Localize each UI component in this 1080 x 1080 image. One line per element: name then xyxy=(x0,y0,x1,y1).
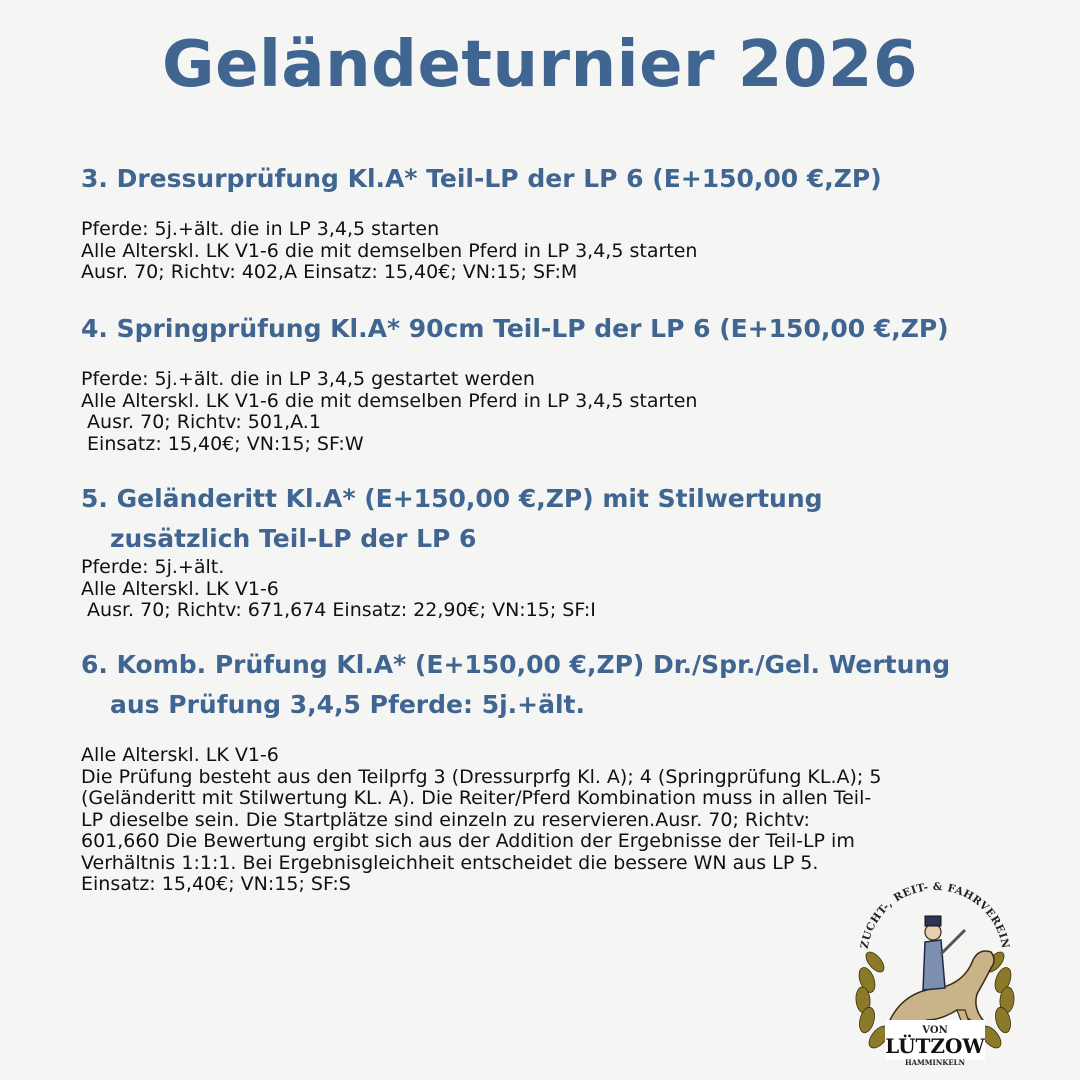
section-6-line: (Geländeritt mit Stilwertung KL. A). Die Reiter/Pferd Kombination muss in allen Teil- xyxy=(81,787,872,809)
section-5-line: Pferde: 5j.+ält. xyxy=(81,556,225,578)
section-3-body xyxy=(81,219,697,284)
section-6-heading-cont: aus Prüfung 3,4,5 Pferde: 5j.+ält. xyxy=(110,690,585,719)
section-4-line: Ausr. 70; Richtv: 501,A.1 xyxy=(81,411,321,433)
section-3-line: Alle Alterskl. LK V1-6 die mit demselben Pferd in LP 3,4,5 starten xyxy=(81,239,698,262)
section-3-line: Ausr. 70; Richtv: 402,A Einsatz: 15,40€; VN:15; SF:M xyxy=(81,261,578,283)
section-5-body xyxy=(81,557,596,622)
section-6-body xyxy=(81,745,881,896)
section-5-heading-text: 5. Geländeritt Kl.A* (E+150,00 €,ZP) mit Stilwertung xyxy=(81,484,823,513)
section-5-heading-cont: zusätzlich Teil-LP der LP 6 xyxy=(110,524,477,553)
section-4-line: Alle Alterskl. LK V1-6 die mit demselben Pferd in LP 3,4,5 starten xyxy=(81,389,698,412)
section-4-line: Pferde: 5j.+ält. die in LP 3,4,5 gestartet werden xyxy=(81,368,535,390)
section-5-line: Ausr. 70; Richtv: 671,674 Einsatz: 22,90€; VN:15; SF:I xyxy=(81,599,596,621)
section-6-line: 601,660 Die Bewertung ergibt sich aus der Addition der Ergebnisse der Teil-LP im xyxy=(81,830,855,852)
section-4-line: Einsatz: 15,40€; VN:15; SF:W xyxy=(81,432,364,455)
section-3-heading xyxy=(81,159,882,199)
section-6-line: LP dieselbe sein. Die Startplätze sind einzeln zu reservieren.Ausr. 70; Richtv: xyxy=(81,808,810,831)
logo-von: VON xyxy=(922,1025,948,1036)
section-6-line: Verhältnis 1:1:1. Bei Ergebnisgleichheit entscheidet die bessere WN aus LP 5. xyxy=(81,851,819,874)
section-6-heading-text: 6. Komb. Prüfung Kl.A* (E+150,00 €,ZP) Dr./Spr./Gel. Wertung xyxy=(81,650,951,679)
club-logo xyxy=(845,870,1025,1070)
section-4-body xyxy=(81,369,697,455)
logo-arc-text: ZUCHT-, REIT- & FAHRVEREIN xyxy=(858,880,1012,950)
section-6-line: Die Prüfung besteht aus den Teilprfg 3 (Dressurprfg Kl. A); 4 (Springprüfung KL.A); 5 xyxy=(81,765,882,788)
logo-place: HAMMINKELN xyxy=(905,1058,965,1067)
section-6-heading xyxy=(81,645,950,725)
page-title: Geländeturnier 2026 xyxy=(162,28,918,102)
section-4-heading xyxy=(81,309,949,349)
section-3-heading-text: 3. Dressurprüfung Kl.A* Teil-LP der LP 6 (E+150,00 €,ZP) xyxy=(81,164,882,193)
section-5-line: Alle Alterskl. LK V1-6 xyxy=(81,577,279,600)
section-5-heading xyxy=(81,479,823,559)
section-6-line: Einsatz: 15,40€; VN:15; SF:S xyxy=(81,873,351,895)
section-3-line: Pferde: 5j.+ält. die in LP 3,4,5 starten xyxy=(81,218,440,240)
section-4-heading-text: 4. Springprüfung Kl.A* 90cm Teil-LP der LP 6 (E+150,00 €,ZP) xyxy=(81,314,949,343)
section-6-line: Alle Alterskl. LK V1-6 xyxy=(81,744,279,766)
logo-name: LÜTZOW xyxy=(885,1034,985,1058)
